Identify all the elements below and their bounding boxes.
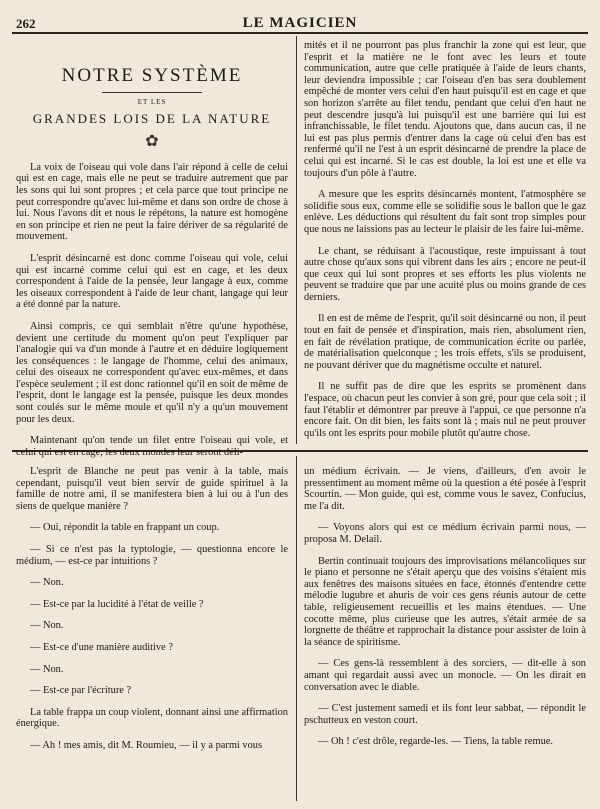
feuilleton-paragraph: — Est-ce d'une manière auditive ? xyxy=(30,641,173,653)
title-rule xyxy=(102,92,202,93)
feuilleton-paragraph: — Oh ! c'est drôle, regarde-les. — Tiens, la table remue. xyxy=(318,736,554,748)
article-paragraph: La voix de l'oiseau qui vole dans l'air répond à celle de celui qui est en cage, mais elle ne peut se traduire autrement que par les sons qui lui sont propres ; et cela parce que tout principe ne peut correspondre qu'avec lui-même et dans son ordre de chose à lui. Nous l'avons dit et nous le répétons, la nature est homogène en son principe et rien ne peut la faire dériver de sa régularité de mouvement. xyxy=(16,161,288,243)
article-column-right xyxy=(304,40,586,449)
feuilleton-paragraph: Bertin continuait toujours des improvisations mélancoliques sur le piano et personne ne s'était aperçu que des voisins s'étaient mis aux fenêtres des maisons situées en face, étonnés d'entendre cette mélodie lugubre et ahuris de voir ces gens réunis autour de cette table, religieusement recueillis et les mains étendues. — Une cocotte même, plus curieuse que les autres, s'était armée de sa lorgnette de théâtre et rapprochait la distance pour assister de loin à la séance de spiritisme. xyxy=(304,555,586,648)
column-divider-top xyxy=(296,36,297,444)
journal-title: LE MAGICIEN xyxy=(242,15,358,31)
feuilleton-paragraph: — Est-ce par l'écriture ? xyxy=(30,685,132,697)
article-title: NOTRE SYSTÈME xyxy=(61,65,243,86)
feuilleton-paragraph: La table frappa un coup violent, donnant ainsi une affirmation énergique. xyxy=(16,706,288,730)
feuilleton-paragraph: — Non. xyxy=(30,577,64,589)
article-subtitle: GRANDES LOIS DE LA NATURE xyxy=(32,110,272,126)
article-title-block xyxy=(16,65,288,151)
feuilleton-paragraph: un médium écrivain. — Je viens, d'ailleurs, d'en avoir le pressentiment au moment même où la question a été posée à l'esprit Scourtin. — Mon guide, qui est, comme vous le savez, Confucius, me l'a dit. xyxy=(304,466,586,512)
feuilleton-column-right xyxy=(304,466,586,758)
page-header xyxy=(0,12,600,34)
header-rule xyxy=(12,32,588,34)
article-column-left xyxy=(16,40,288,468)
article-title-conjunction: ET LES xyxy=(137,98,167,106)
column-divider-bottom xyxy=(296,456,297,801)
feuilleton-paragraph: — C'est justement samedi et ils font leur sabbat, — répondit le pschutteux en veston court. xyxy=(304,703,586,726)
article-paragraph: Il en est de même de l'esprit, qu'il soit désincarné ou non, il peut tout en fait de pensée et d'inspiration, mais rien, absolument rien, en fait de révélation pratique, de communication écrite ou parlée, de matérialisation quelconque ; les trois effets, s'ils se produisent, ne pouvant dériver que du magnétisme occulte et naturel. xyxy=(304,313,586,371)
feuilleton-paragraph: — Voyons alors qui est ce médium écrivain parmi nous, — proposa M. Delail. xyxy=(304,522,586,545)
feuilleton-paragraph: — Oui, répondit la table en frappant un coup. xyxy=(30,522,220,534)
flower-ornament-icon: ✿ xyxy=(145,133,159,151)
article-paragraph: Le chant, se réduisant à l'acoustique, reste impuissant à tout autre chose qu'aux sons qui vibrent dans les airs ; encore ne peut-il que ceux qui lui sont propres et ses efforts les plus violents ne peuvent se traduire que par une acuité plus ou moins grande de ces derniers. xyxy=(304,245,586,303)
article-paragraph: Il ne suffit pas de dire que les esprits se promènent dans l'espace, où chacun peut les convier à son gré, pour que cela soit ; il faut l'établir et démontrer par preuve à l'appui, ce que personne n'a encore fait. On dit bien, les faits sont là ; mais nul ne peut prouver qu'ils ont les esprits pour mobile plutôt qu'autre chose. xyxy=(304,381,586,439)
feuilleton-column-left xyxy=(16,466,288,762)
feuilleton-paragraph: — Non. xyxy=(30,620,64,632)
feuilleton-paragraph: — Ces gens-là ressemblent à des sorciers, — dit-elle à son amant qui regardait aussi avec un monocle. — On les dirait en conversation avec le diable. xyxy=(304,658,586,693)
feuilleton-paragraph: L'esprit de Blanche ne peut pas venir à la table, mais cependant, puisqu'il veut bien servir de guide spirituel à la famille de notre ami, il se manifestera bien à lui ou à l'un des siens de quelque manière ? xyxy=(16,466,288,512)
article-paragraph: A mesure que les esprits désincarnés montent, l'atmosphère se solidifie sous eux, comme elle se solidifie sous le ballon que le gaz enlève. Les déductions qui résultent du fait sont trop simples pour que nous ne laissions pas au lecteur le plaisir de les faire lui-même. xyxy=(304,189,586,235)
feuilleton-paragraph: — Si ce n'est pas la typtologie, — questionna encore le médium, — est-ce par intuitions ? xyxy=(16,543,288,567)
feuilleton-paragraph: — Ah ! mes amis, dit M. Roumieu, — il y a parmi vous xyxy=(30,739,263,751)
article-paragraph: mités et il ne pourront pas plus franchir la zone qui est leur, que l'esprit et la matière ne le font avec les leurs et toute communication, autre que celle pratiquée à l'aide de leurs chants, leur deviendra impossible ; car l'oiseau d'en bas sera doublement empêché de monter vers celui d'en haut puisqu'il est en cage et que son horizon s'arrête au filet tendu, pendant que celui d'en haut ne peut descendre jusqu'à lui puisqu'il est une barrière qui lui est infranchissable, le filet tendu. Ajoutons que, dans aucun cas, il ne lui est pas plus permis d'entrer dans la cage où celui d'en bas est renfermé qu'il ne l'est à un esprit désincarné de prendre la place de celui qui est incarné. Si le cas est double, la loi est une et elle va toujours d'un pôle à l'autre. xyxy=(304,40,586,179)
article-paragraph: Maintenant qu'on tende un filet entre l'oiseau qui vole, et celui qui est en cage, les deux mondes leur seront déli- xyxy=(16,435,288,458)
page-number: 262 xyxy=(16,16,36,31)
article-paragraph: L'esprit désincarné est donc comme l'oiseau qui vole, celui qui est incarné comme celui qui est en cage, et les deux correspondent à l'aide de la pensée, leur langage à eux, comme les oiseaux correspondent à l'aide de leur chant, langage qui leur a été donné par la nature. xyxy=(16,252,288,311)
feuilleton-paragraph: — Non. xyxy=(30,663,64,675)
feuilleton-paragraph: — Est-ce par la lucidité à l'état de veille ? xyxy=(30,598,204,610)
article-paragraph: Ainsi compris, ce qui semblait n'être qu'une hypothèse, devient une certitude du moment qu'on peut l'expliquer par l'analogie qui va d'un monde à l'autre et en déduire logiquement les conséquences : le langage de l'homme, celui des animaux, celui des oiseaux ne correspondent qu'avec eux-mêmes, et dans l'espèce seulement ; il est donc rationnel qu'il en soit de même de l'esprit, dont le langage est la pensée, puisque les deux mondes sont coulés sur le même moule et qu'il n'y a qu'un mouvement pour les deux. xyxy=(16,320,288,425)
